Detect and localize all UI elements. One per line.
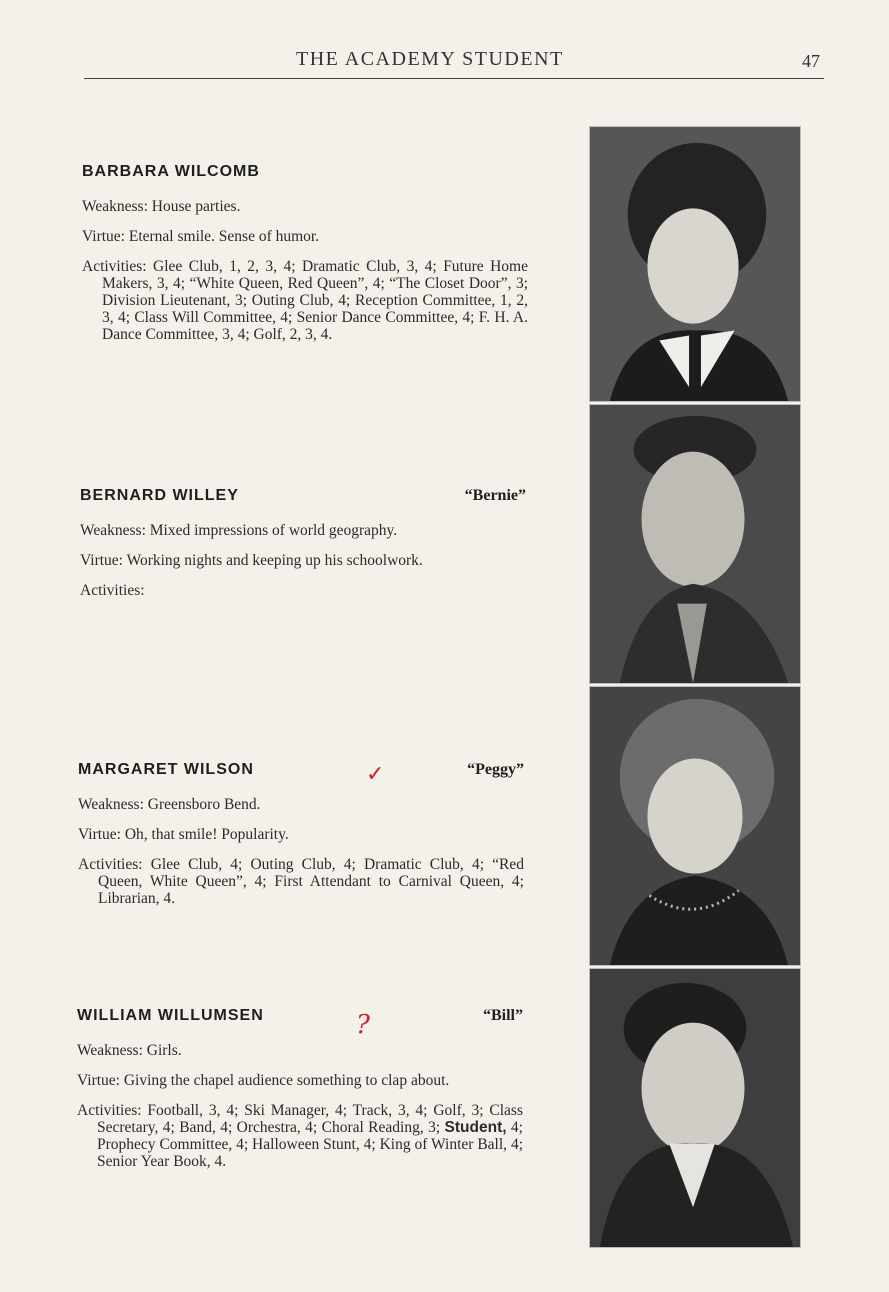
student-nickname: “Bill” [482,1007,523,1024]
activities-text-start: Activities: Football, 3, 4; Ski Manager, 4; Track, 3, 4; Golf, 3; Class Secretary, 4; Band, 4; Orchestra, 4; Choral Reading, 3; [77,1102,523,1136]
weakness-line: Weakness: Mixed impressions of world geography. [80,522,398,539]
student-entry-bernard [80,487,526,599]
student-entry-william [77,1007,523,1170]
entry-name-row [78,761,524,783]
student-name: BERNARD WILLEY [80,487,239,504]
portrait-photo-barbara [589,126,801,402]
student-name: WILLIAM WILLUMSEN [77,1007,264,1024]
student-name: BARBARA WILCOMB [82,163,260,180]
portrait-image [590,969,800,1247]
red-question-mark: ? [356,1010,370,1040]
student-entry-margaret [78,761,524,907]
virtue-line: Virtue: Working nights and keeping up his schoolwork. [80,552,423,569]
entry-name-row [80,487,526,509]
portrait-photo-bernard [589,404,801,684]
student-name: MARGARET WILSON [78,761,254,778]
weakness-line: Weakness: Girls. [77,1042,182,1059]
activities-line: Activities: [80,582,145,599]
weakness-line: Weakness: House parties. [82,198,241,215]
activities-line: Activities: Glee Club, 4; Outing Club, 4; Dramatic Club, 4; “Red Queen, White Queen”, 4; First Attendant to Carnival Queen, 4; Librarian, 4. [78,856,524,907]
portrait-photo-william [589,968,801,1248]
page-number: 47 [802,51,820,71]
portrait-image [590,687,800,965]
activities-text-end: 4; Prophecy Committee, 4; Halloween Stunt, 4; King of Winter Ball, 4; Senior Year Book, 4. [97,1119,523,1170]
entry-name-row [77,1007,523,1029]
student-nickname: “Peggy” [467,761,524,778]
portrait-photo-margaret [589,686,801,966]
header-divider [84,78,824,79]
virtue-line: Virtue: Oh, that smile! Popularity. [78,826,289,843]
page-header-title: THE ACADEMY STUDENT [296,48,564,70]
red-checkmark: ✓ [366,762,385,787]
entry-name-row [82,163,528,185]
student-nickname: “Bernie” [464,487,526,504]
portrait-image [590,127,800,401]
virtue-line: Virtue: Giving the chapel audience something to clap about. [77,1072,450,1089]
student-entry-barbara [82,163,528,343]
activities-line: Activities: Glee Club, 1, 2, 3, 4; Dramatic Club, 3, 4; Future Home Makers, 3, 4; “White Queen, Red Queen”, 4; “The Closet Door”, 3; Division Lieutenant, 3; Outing Club, 4; Reception Committee, 1, 2, 3, 4; Class Will Committee, 4; Senior Dance Committee, 4; F. H. A. Dance Committee, 3, 4; Golf, 2, 3, 4. [82,258,528,343]
activities-line [77,1102,523,1170]
portrait-image [590,405,800,683]
activities-bold-student: Student, [444,1119,507,1136]
weakness-line: Weakness: Greensboro Bend. [78,796,261,813]
virtue-line: Virtue: Eternal smile. Sense of humor. [82,228,320,245]
